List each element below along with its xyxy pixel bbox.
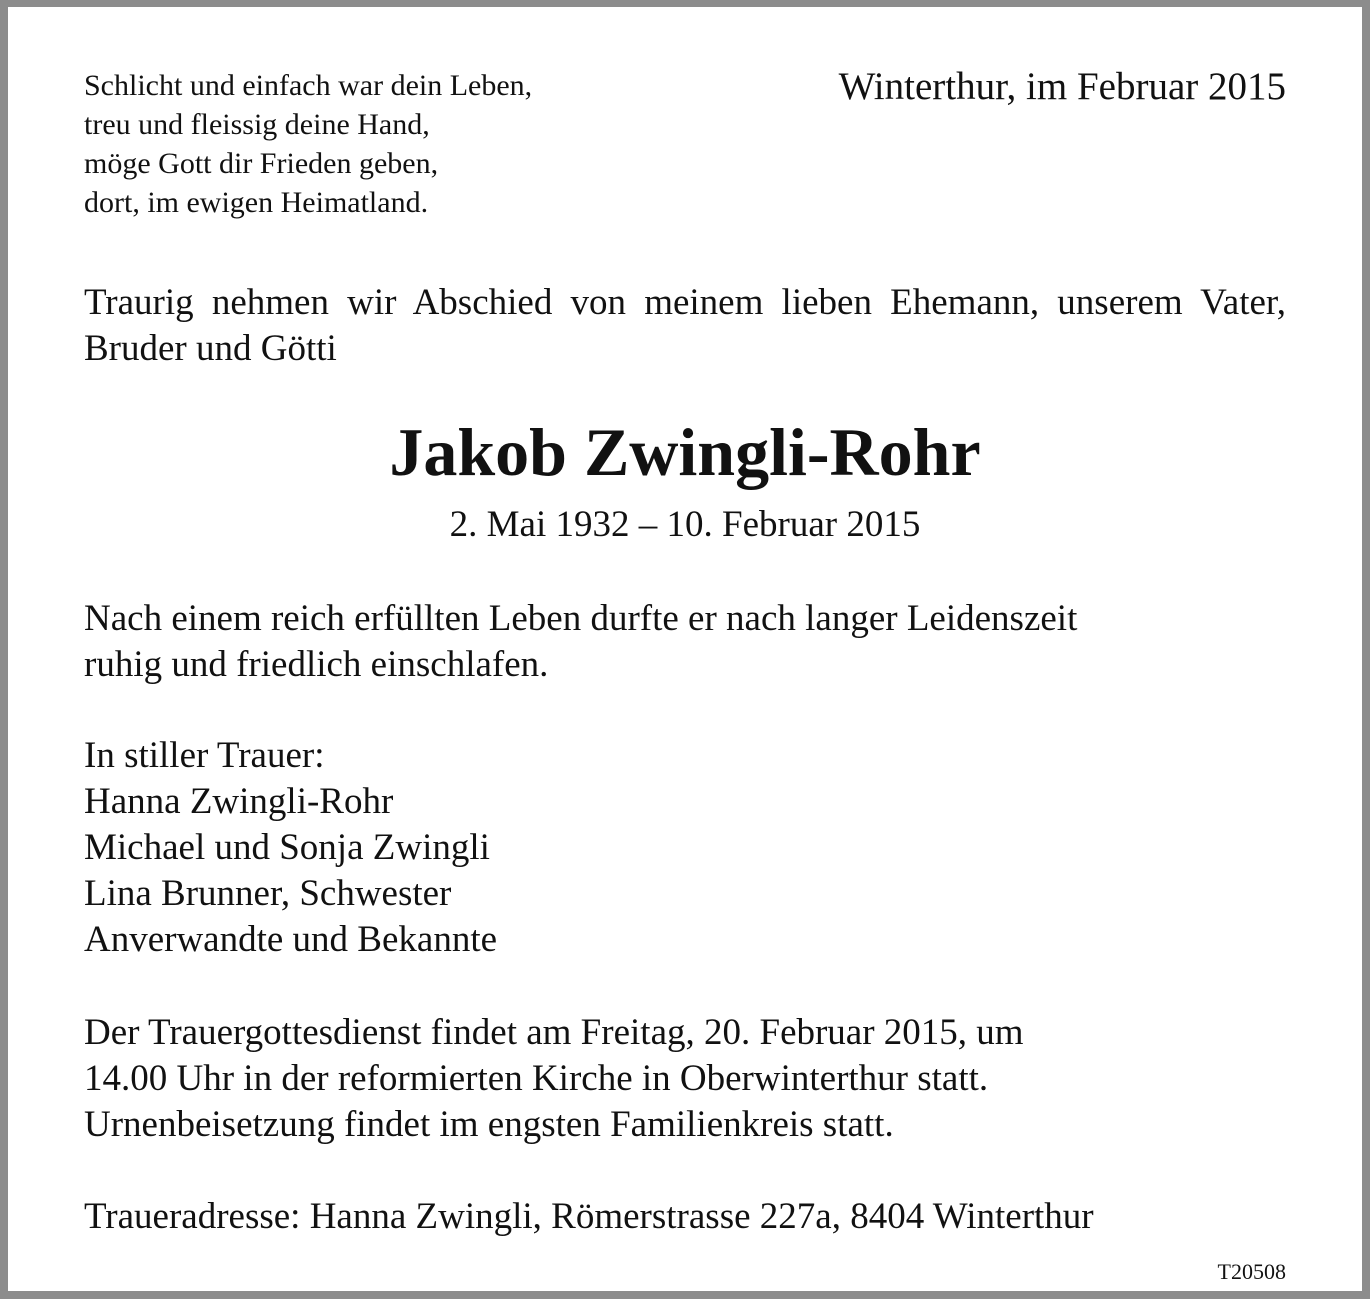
mourner-name: Anverwandte und Bekannte (84, 919, 498, 960)
life-line: Nach einem reich erfüllten Leben durfte er nach langer Leidenszeit (84, 598, 1078, 639)
ad-code: T20508 (1217, 1259, 1286, 1284)
mourner-name: Michael und Sonja Zwingli (84, 827, 490, 868)
life-statement (84, 596, 1077, 688)
mourners-heading: In stiller Trauer: (84, 735, 325, 776)
life-dates: 2. Mai 1932 – 10. Februar 2015 (449, 504, 921, 545)
mourning-address: Traueradresse: Hanna Zwingli, Römerstrasse 227a, 8404 Winterthur (84, 1196, 1094, 1237)
intro-text: Traurig nehmen wir Abschied von meinem lieben Ehemann, unserem Vater, Bruder und Götti (84, 282, 1286, 369)
poem-line: dort, im ewigen Heimatland. (84, 186, 429, 219)
mourner-name: Lina Brunner, Schwester (84, 873, 452, 914)
mourner-name: Hanna Zwingli-Rohr (84, 781, 394, 822)
service-line: Urnenbeisetzung findet im engsten Familienkreis statt. (84, 1104, 894, 1145)
poem-line: treu und fleissig deine Hand, (84, 108, 430, 141)
deceased-name: Jakob Zwingli-Rohr (389, 414, 981, 490)
poem-verse (84, 66, 532, 222)
mourners-list (84, 733, 497, 963)
service-line: Der Trauergottesdienst findet am Freitag, 20. Februar 2015, um (84, 1012, 1024, 1053)
service-info (84, 1010, 1024, 1148)
life-line: ruhig und friedlich einschlafen. (84, 644, 549, 685)
poem-line: Schlicht und einfach war dein Leben, (84, 69, 533, 102)
place-date: Winterthur, im Februar 2015 (838, 65, 1286, 108)
poem-line: möge Gott dir Frieden geben, (84, 147, 439, 180)
service-line: 14.00 Uhr in der reformierten Kirche in Oberwinterthur statt. (84, 1058, 989, 1099)
